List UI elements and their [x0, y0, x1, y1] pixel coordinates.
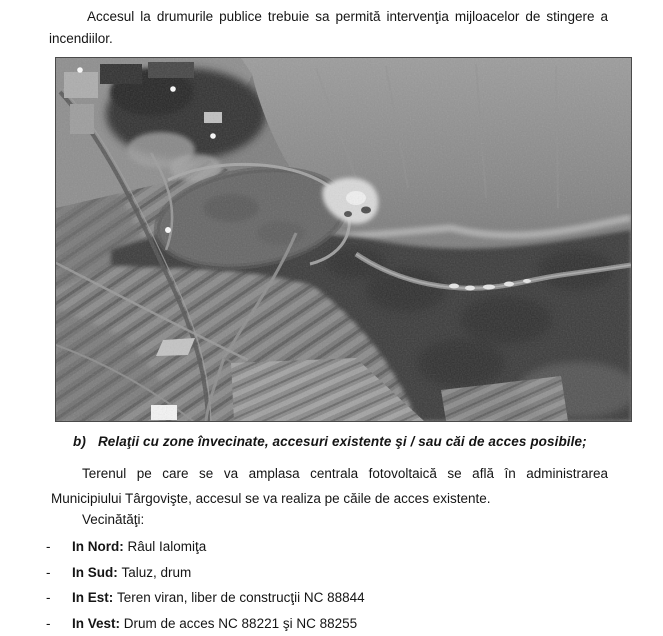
- list-item-value: Teren viran, liber de construcţii NC 88844: [117, 590, 365, 605]
- list-item-value: Râul Ialomiţa: [127, 539, 207, 554]
- list-item-sud: [46, 565, 636, 591]
- list-item-value: Taluz, drum: [121, 564, 192, 580]
- paragraph-teren: [51, 461, 608, 511]
- section-heading-b: [73, 434, 587, 449]
- list-item-vest: [46, 616, 636, 636]
- aerial-photo: [56, 58, 631, 421]
- list-item-label: In Vest:: [72, 615, 124, 631]
- list-bullet: -: [46, 590, 51, 605]
- list-bullet: -: [46, 615, 51, 631]
- section-heading-text: Relaţii cu zone învecinate, accesuri existente şi / sau căi de acces posibile;: [97, 434, 587, 449]
- neighbors-label: Vecinătăţi:: [82, 512, 145, 527]
- list-item-nord: [46, 539, 636, 565]
- list-bullet: -: [46, 539, 51, 554]
- paragraph-access: [49, 6, 608, 50]
- list-item-label: In Nord:: [72, 539, 128, 554]
- neighbors-list: [46, 539, 636, 636]
- paragraph-access-line2: incendiilor.: [49, 31, 113, 46]
- list-item-value: Drum de acces NC 88221 şi NC 88255: [123, 615, 358, 631]
- paragraph-teren-line2: Municipiului Târgovişte, accesul se va realiza pe căile de acces existente.: [51, 491, 491, 506]
- list-bullet: -: [46, 564, 51, 580]
- list-item-label: In Est:: [72, 590, 118, 605]
- section-heading-marker: b): [73, 434, 86, 449]
- list-item-label: In Sud:: [72, 564, 122, 580]
- list-item-est: [46, 590, 636, 616]
- paragraph-access-line1: Accesul la drumurile publice trebuie sa permită intervenţia mijloacelor de stingere a: [87, 9, 608, 24]
- paragraph-teren-line1: Terenul pe care se va amplasa centrala fotovoltaică se află în administrarea: [82, 466, 608, 481]
- aerial-photo-graphic: [56, 58, 631, 421]
